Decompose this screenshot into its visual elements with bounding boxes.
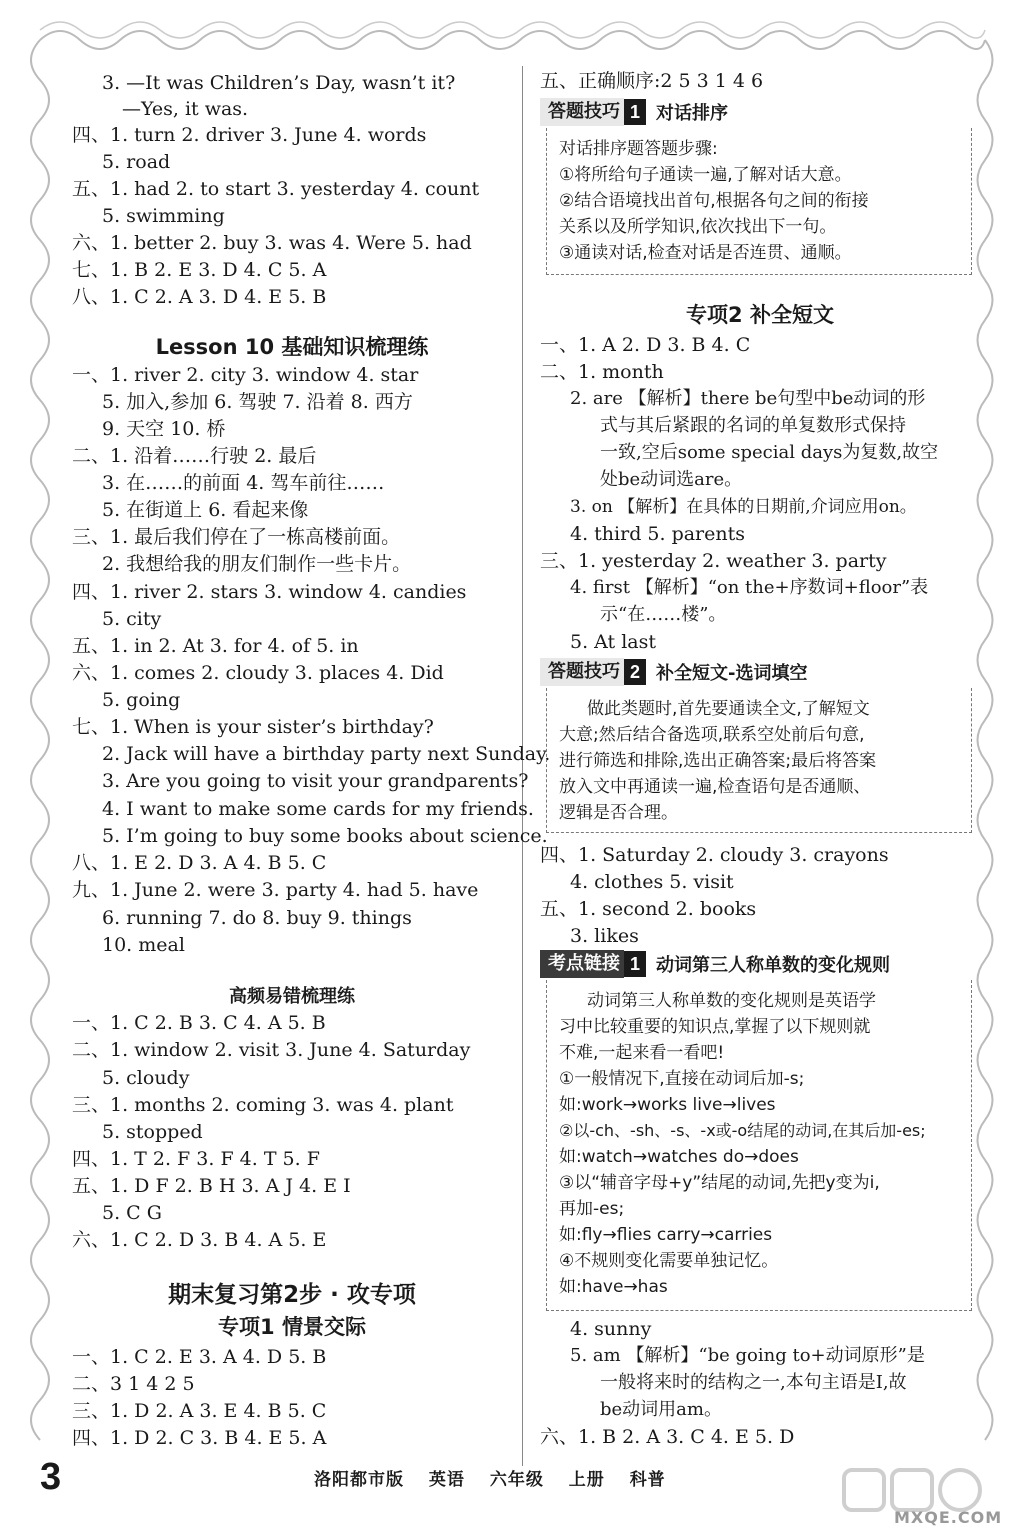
zx2-title: 专项2 补全短文 (686, 303, 834, 327)
page-number: 3 (40, 1456, 62, 1498)
zx1-title: 专项1 情景交际 (218, 1315, 366, 1339)
answer-line: 八、1. E 2. D 3. A 4. B 5. C (72, 852, 327, 874)
tip-tag: 答题技巧 (540, 658, 624, 686)
link-number: 1 (624, 951, 646, 977)
answer-line: 五、1. D F 2. B H 3. A J 4. E I (72, 1175, 351, 1197)
link-line: ③以“辅音字母+y”结尾的动词,先把y变为i, (559, 1173, 880, 1193)
tip-line: 逻辑是否合理。 (559, 803, 678, 823)
answer-line: 5. C G (102, 1202, 162, 1224)
answer-line: 二、1. window 2. visit 3. June 4. Saturday (72, 1039, 471, 1061)
answer-line: 3. on 【解析】在具体的日期前,介词应用on。 (570, 497, 917, 517)
answer-line: 2. are 【解析】there be句型中be动词的形 (570, 388, 926, 409)
answer-line: 七、1. When is your sister’s birthday? (72, 716, 434, 738)
watermark-text: MXQE.COM (894, 1508, 1003, 1527)
answer-line: 3. likes (570, 925, 639, 947)
answer-line: 一、1. A 2. D 3. B 4. C (540, 334, 751, 356)
tip-line: 大意;然后结合备选项,联系空处前后句意, (559, 725, 865, 745)
link-line: 习中比较重要的知识点,掌握了以下规则就 (559, 1017, 871, 1037)
answer-line: 4. sunny (570, 1318, 652, 1340)
answer-line: 一致,空后some special days为复数,故空 (600, 442, 939, 463)
answer-line: 10. meal (102, 934, 185, 956)
answer-line: 六、1. comes 2. cloudy 3. places 4. Did (72, 662, 444, 684)
volume: 上册 (568, 1470, 605, 1490)
answer-line: 4. third 5. parents (570, 523, 746, 545)
link-tag: 考点链接 (540, 950, 624, 978)
link-line: ①一般情况下,直接在动词后加-s; (559, 1069, 805, 1089)
footer-info (314, 1465, 684, 1490)
answer-line: be动词用am。 (600, 1399, 722, 1420)
tip1-box (546, 128, 972, 275)
answer-line: 三、1. yesterday 2. weather 3. party (540, 550, 887, 572)
answer-line: 九、1. June 2. were 3. party 4. had 5. have (72, 879, 479, 901)
answer-line: 5. At last (570, 631, 657, 653)
answer-line: 5. I’m going to buy some books about science. (102, 825, 548, 847)
tip2-bar (540, 658, 807, 688)
link-title: 动词第三人称单数的变化规则 (656, 955, 890, 976)
answer-line: 六、1. C 2. D 3. B 4. A 5. E (72, 1229, 327, 1251)
link-line: ②以-ch、-sh、-s、-x或-o结尾的动词,在其后加-es; (559, 1121, 926, 1140)
tip2-box (546, 688, 972, 833)
answer-line: 七、1. B 2. E 3. D 4. C 5. A (72, 259, 327, 281)
answer-line: 2. Jack will have a birthday party next Sunday. (102, 743, 551, 765)
answer-line: 五、1. in 2. At 3. for 4. of 5. in (72, 635, 359, 657)
tip-title: 补全短文-选词填空 (656, 663, 808, 684)
answer-line: 五、1. second 2. books (540, 898, 757, 920)
answer-line: 4. clothes 5. visit (570, 871, 734, 893)
answer-line: 5. 在街道上 6. 看起来像 (102, 499, 309, 521)
answer-line: 四、1. river 2. stars 3. window 4. candies (72, 581, 467, 603)
tip-tag: 答题技巧 (540, 98, 624, 126)
answer-line: 三、1. D 2. A 3. E 4. B 5. C (72, 1400, 327, 1422)
answer-line: 5. stopped (102, 1121, 203, 1143)
answer-line: 三、1. months 2. coming 3. was 4. plant (72, 1094, 454, 1116)
answer-line: 四、1. Saturday 2. cloudy 3. crayons (540, 844, 889, 866)
answer-line: 3. Are you going to visit your grandparents? (102, 770, 529, 792)
link-line: 如:work→works live→lives (559, 1095, 776, 1115)
link1-bar (540, 950, 890, 980)
answer-line: 5. 加入,参加 6. 驾驶 7. 沿着 8. 西方 (102, 391, 413, 413)
answer-line: 二、1. 沿着……行驶 2. 最后 (72, 445, 317, 467)
answer-line: 6. running 7. do 8. buy 9. things (102, 907, 412, 929)
tip-title: 对话排序 (656, 103, 728, 124)
tip-line: 进行筛选和排除,选出正确答案;最后将答案 (559, 751, 877, 771)
answer-line: 5. city (102, 608, 162, 630)
tip-line: ①将所给句子通读一遍,了解对话大意。 (559, 165, 852, 185)
link-line: 如:have→has (559, 1277, 668, 1297)
answer-line: 五、1. had 2. to start 3. yesterday 4. count (72, 178, 480, 200)
tip-number: 2 (624, 659, 646, 685)
answer-line: 一般将来时的结构之一,本句主语是I,故 (600, 1372, 907, 1393)
answer-line: 2. 我想给我的朋友们制作一些卡片。 (102, 553, 412, 575)
answer-line: 四、1. turn 2. driver 3. June 4. words (72, 124, 427, 146)
answer-line: 5. am 【解析】“be going to+动词原形”是 (570, 1345, 925, 1366)
tip-line: ②结合语境找出首句,根据各句之间的衔接 (559, 191, 869, 211)
answer-line: 4. first 【解析】“on the+序数词+floor”表 (570, 577, 929, 598)
answer-line: 5. swimming (102, 205, 225, 227)
answer-line: —Yes, it was. (122, 98, 249, 120)
tip-line: 关系以及所学知识,依次找出下一句。 (559, 217, 837, 237)
answer-line: 4. I want to make some cards for my friends. (102, 798, 534, 820)
answer-line: 三、1. 最后我们停在了一栋高楼前面。 (72, 526, 401, 548)
tip-line: ③通读对话,检查对话是否连贯、通顺。 (559, 243, 852, 263)
step2-title: 期末复习第2步 · 攻专项 (168, 1282, 416, 1308)
answer-line: 六、1. B 2. A 3. C 4. E 5. D (540, 1426, 795, 1448)
lesson10-title: Lesson 10 基础知识梳理练 (155, 335, 429, 359)
answer-line: 式与其后紧跟的名词的单复数形式保持 (600, 415, 906, 436)
answer-line: 5. going (102, 689, 181, 711)
answer-line: 一、1. river 2. city 3. window 4. star (72, 364, 419, 386)
answer-line: 5. cloudy (102, 1067, 190, 1089)
link-line: 不难,一起来看一看吧! (559, 1043, 725, 1063)
link-line: 再加-es; (559, 1199, 625, 1219)
answer-line: 示“在……楼”。 (600, 604, 727, 625)
publisher: 科普 (629, 1470, 666, 1490)
subject: 英语 (428, 1470, 465, 1490)
gaopin-title: 高频易错梳理练 (229, 986, 355, 1007)
tip-line: 放入文中再通读一遍,检查语句是否通顺、 (559, 777, 871, 797)
answer-line: 3. 在……的前面 4. 驾车前往…… (102, 472, 385, 494)
link-line: ④不规则变化需要单独记忆。 (559, 1251, 779, 1271)
answer-line: 四、1. D 2. C 3. B 4. E 5. A (72, 1427, 327, 1449)
tip-line: 对话排序题答题步骤: (559, 139, 718, 159)
answer-line: 处be动词选are。 (600, 469, 743, 490)
edition: 洛阳都市版 (314, 1470, 404, 1490)
link-line: 动词第三人称单数的变化规则是英语学 (587, 991, 876, 1011)
answer-line: 一、1. C 2. B 3. C 4. A 5. B (72, 1012, 326, 1034)
answer-line: 9. 天空 10. 桥 (102, 418, 226, 440)
tip1-bar (540, 98, 728, 128)
grade: 六年级 (489, 1470, 544, 1490)
answer-line: 5. road (102, 151, 171, 173)
link-line: 如:fly→flies carry→carries (559, 1225, 773, 1245)
answer-line: 六、1. better 2. buy 3. was 4. Were 5. had (72, 232, 472, 254)
link-line: 如:watch→watches do→does (559, 1147, 799, 1167)
answer-line: 3. —It was Children’s Day, wasn’t it? (102, 72, 456, 94)
tip-line: 做此类题时,首先要通读全文,了解短文 (587, 699, 870, 719)
answer-line: 二、3 1 4 2 5 (72, 1373, 195, 1395)
link1-box (546, 980, 972, 1311)
answer-line: 五、正确顺序:2 5 3 1 4 6 (540, 70, 764, 92)
answer-line: 四、1. T 2. F 3. F 4. T 5. F (72, 1148, 320, 1170)
answer-line: 八、1. C 2. A 3. D 4. E 5. B (72, 286, 327, 308)
answer-line: 二、1. month (540, 361, 664, 383)
tip-number: 1 (624, 99, 646, 125)
answer-line: 一、1. C 2. E 3. A 4. D 5. B (72, 1346, 327, 1368)
